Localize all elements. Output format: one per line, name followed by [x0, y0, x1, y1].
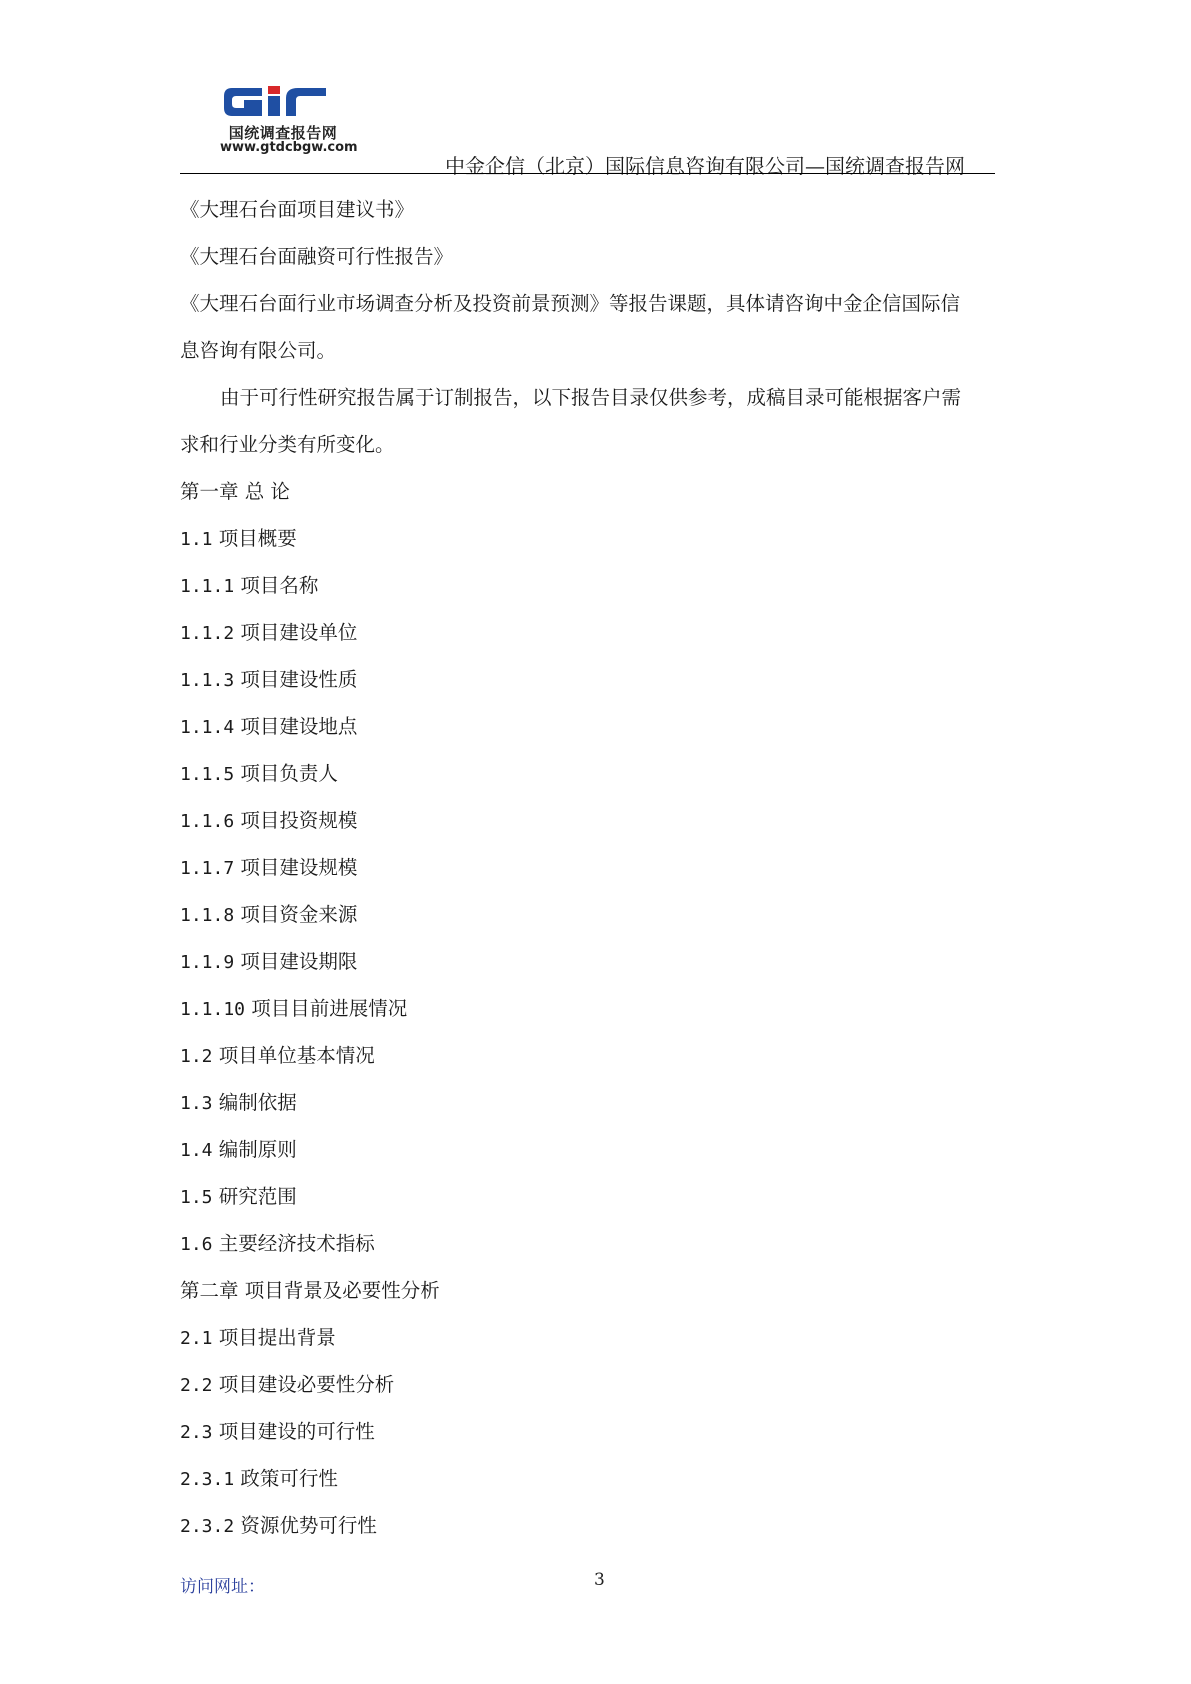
table-of-contents: [180, 468, 1015, 1549]
toc-text: 研究范围: [218, 1185, 297, 1208]
toc-text: 项目建设必要性分析: [218, 1373, 395, 1396]
gir-logo-icon: [218, 82, 348, 122]
toc-number: 1.1.8: [180, 905, 235, 926]
toc-item: [180, 1314, 1015, 1361]
toc-number: 2.1: [180, 1328, 213, 1349]
page-number: 3: [594, 1570, 605, 1590]
toc-text: 项目单位基本情况: [218, 1044, 375, 1067]
toc-text: 编制依据: [218, 1091, 297, 1114]
toc-number: 1.1.2: [180, 623, 235, 644]
toc-text: 项目名称: [240, 574, 319, 597]
toc-number: 1.5: [180, 1187, 213, 1208]
toc-number: 1.1.5: [180, 764, 235, 785]
toc-item: [180, 703, 1015, 750]
paragraph-line: 由于可行性研究报告属于订制报告，以下报告目录仅供参考，成稿目录可能根据客户需: [220, 386, 962, 409]
paragraph-line: 息咨询有限公司。: [180, 339, 337, 362]
toc-number: 1.6: [180, 1234, 213, 1255]
toc-number: 1.3: [180, 1093, 213, 1114]
toc-text: 项目建设规模: [240, 856, 358, 879]
toc-text: 项目投资规模: [240, 809, 358, 832]
toc-number: 2.3: [180, 1422, 213, 1443]
toc-number: 1.1.10: [180, 999, 246, 1020]
page-content: [180, 186, 1015, 1549]
toc-item: [180, 1408, 1015, 1455]
toc-item: [180, 1361, 1015, 1408]
toc-text: 项目建设地点: [240, 715, 358, 738]
header-divider: [180, 173, 995, 174]
toc-text: 项目建设性质: [240, 668, 358, 691]
paragraph-line: 求和行业分类有所变化。: [180, 433, 395, 456]
toc-item: [180, 1220, 1015, 1267]
toc-text: 项目建设期限: [240, 950, 358, 973]
toc-item: [180, 750, 1015, 797]
toc-chapter-heading: [180, 468, 1015, 515]
toc-text: 项目建设的可行性: [218, 1420, 375, 1443]
toc-text: 项目建设单位: [240, 621, 358, 644]
toc-chapter-heading: [180, 1267, 1015, 1314]
toc-item: [180, 985, 1015, 1032]
toc-item: [180, 1126, 1015, 1173]
toc-item: [180, 1173, 1015, 1220]
logo-url: www.gtdcbgw.com: [220, 140, 358, 155]
toc-number: 1.1.3: [180, 670, 235, 691]
company-logo: [218, 82, 368, 162]
toc-item: [180, 891, 1015, 938]
toc-item: [180, 609, 1015, 656]
toc-item: [180, 515, 1015, 562]
toc-text: 编制原则: [218, 1138, 297, 1161]
toc-item: [180, 1032, 1015, 1079]
toc-number: 1.1.4: [180, 717, 235, 738]
toc-number: 1.1.6: [180, 811, 235, 832]
footer-visit-link[interactable]: 访问网址：: [180, 1577, 265, 1597]
toc-number: 1.1.7: [180, 858, 235, 879]
toc-number: 1.2: [180, 1046, 213, 1067]
toc-text: 资源优势可行性: [240, 1514, 377, 1537]
toc-item: [180, 938, 1015, 985]
toc-text: 第二章 项目背景及必要性分析: [180, 1279, 440, 1302]
toc-number: 2.3.2: [180, 1516, 235, 1537]
toc-number: 1.4: [180, 1140, 213, 1161]
toc-item: [180, 1079, 1015, 1126]
paragraph-line: 《大理石台面行业市场调查分析及投资前景预测》等报告课题，具体请咨询中金企信国际信: [180, 292, 961, 315]
toc-text: 项目目前进展情况: [251, 997, 408, 1020]
toc-item: [180, 656, 1015, 703]
toc-text: 项目负责人: [240, 762, 338, 785]
paragraph-line: 《大理石台面融资可行性报告》: [180, 245, 454, 268]
toc-text: 第一章 总 论: [180, 480, 290, 503]
header-company-name: 中金企信（北京）国际信息咨询有限公司—国统调查报告网: [445, 154, 965, 178]
logo-name: 国统调查报告网: [228, 124, 338, 142]
toc-number: 1.1.1: [180, 576, 235, 597]
toc-text: 项目概要: [218, 527, 297, 550]
toc-item: [180, 1455, 1015, 1502]
toc-text: 主要经济技术指标: [218, 1232, 375, 1255]
toc-item: [180, 844, 1015, 891]
toc-number: 1.1: [180, 529, 213, 550]
toc-number: 2.3.1: [180, 1469, 235, 1490]
toc-item: [180, 1502, 1015, 1549]
toc-text: 项目资金来源: [240, 903, 358, 926]
toc-text: 政策可行性: [240, 1467, 338, 1490]
toc-text: 项目提出背景: [218, 1326, 336, 1349]
toc-item: [180, 562, 1015, 609]
toc-number: 2.2: [180, 1375, 213, 1396]
toc-item: [180, 797, 1015, 844]
toc-number: 1.1.9: [180, 952, 235, 973]
paragraph-line: 《大理石台面项目建议书》: [180, 198, 415, 221]
